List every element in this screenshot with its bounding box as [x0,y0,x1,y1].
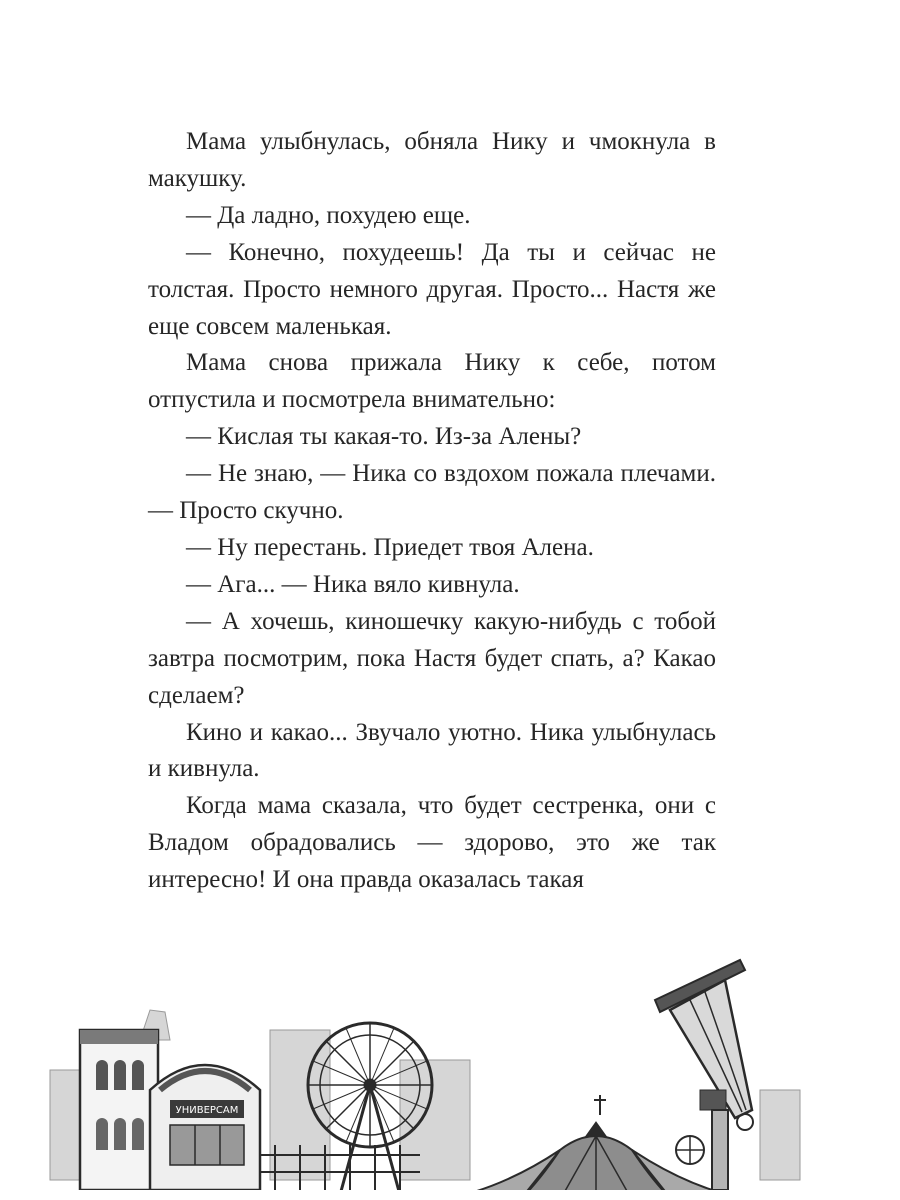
drop-tower [655,960,753,1190]
ground [0,1190,900,1200]
paragraph: — Конечно, похудеешь! Да ты и сейчас не толстая. Просто немного другая. Просто... Настя же еще совсем маленькая. [148,238,716,340]
store-sign: УНИВЕРСАМ [175,1105,239,1116]
paragraph: Когда мама сказала, что будет сестренка, они с Владом обрадовались — здорово, это же так интересно! И она правда оказалась такая [148,792,716,894]
paragraph: Кино и какао... Звучало уютно. Ника улыбнулась и кивнула. [148,718,716,783]
paragraph: Мама снова прижала Нику к себе, потом отпустила и посмотрела внимательно: [148,349,716,414]
store-building [150,1065,260,1190]
paragraph: — Ну перестань. Приедет твоя Алена. [186,533,594,561]
paragraph: Мама улыбнулась, обняла Нику и чмокнула в макушку. [148,128,716,192]
paragraph: — Не знаю, — Ника со вздохом пожала плечами. — Просто скучно. [148,460,716,525]
paragraph: — Да ладно, похудею еще. [186,201,471,229]
tall-building [80,1030,158,1190]
page-body-text [148,124,716,899]
paragraph: — Ага... — Ника вяло кивнула. [186,570,520,598]
paragraph: — А хочешь, киношечку какую-нибудь с тобой завтра посмотрим, пока Настя будет спать, а? Какао сделаем? [148,607,716,709]
circus-tent [440,1095,752,1200]
amusement-park-illustration [0,940,900,1200]
paragraph: — Кислая ты какая-то. Из-за Алены? [186,423,582,451]
